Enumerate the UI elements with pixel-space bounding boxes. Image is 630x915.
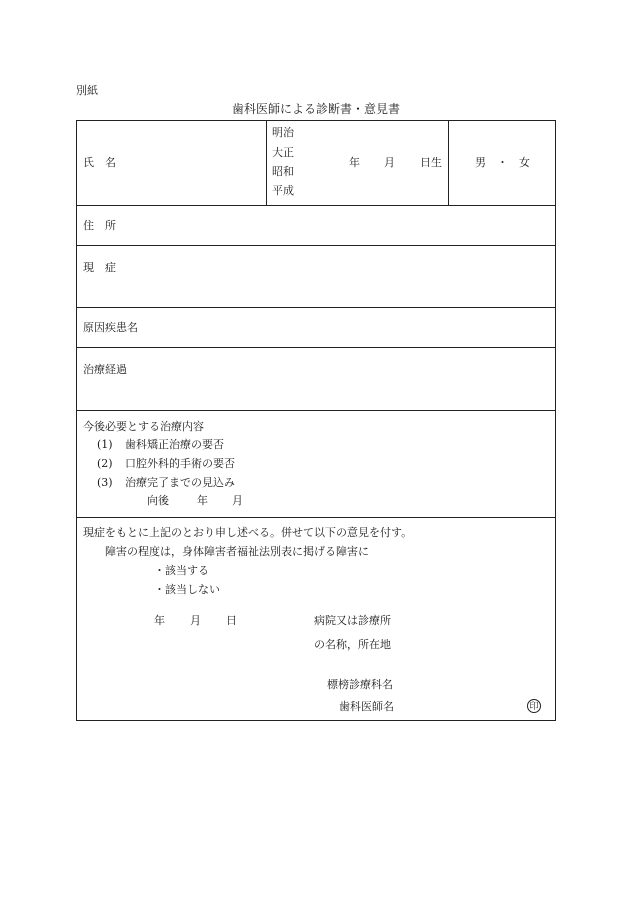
row-divider — [77, 307, 555, 308]
treatment-history-label: 治療経過 — [83, 363, 127, 376]
hospital-label: 病院又は診療所 — [314, 614, 391, 627]
row-divider — [77, 517, 555, 518]
row-divider — [77, 245, 555, 246]
sex-options: 男 ・ 女 — [475, 156, 530, 169]
item-number: (3) — [97, 476, 113, 489]
date-year-label: 年 — [154, 614, 165, 627]
disability-question: 障害の程度は，身体障害者福祉法別表に掲げる障害に — [105, 545, 369, 558]
era-heisei: 平成 — [272, 184, 294, 197]
name-label: 氏 名 — [83, 156, 116, 169]
date-day-label: 日 — [226, 614, 237, 627]
era-taisho: 大正 — [272, 146, 294, 159]
symptoms-label: 現 症 — [83, 261, 116, 274]
outlook-month-label: 月 — [232, 494, 243, 507]
item-orthodontic: 歯科矯正治療の要否 — [125, 438, 224, 451]
row-divider — [77, 410, 555, 411]
era-meiji: 明治 — [272, 126, 294, 139]
form-title: 歯科医師による診断書・意見書 — [231, 102, 400, 116]
diagnosis-form — [76, 120, 556, 721]
item-number: (2) — [97, 457, 113, 470]
birth-day-label: 日生 — [420, 156, 442, 169]
item-number: (1) — [97, 438, 113, 451]
seal-mark: 印 — [527, 699, 541, 713]
date-month-label: 月 — [190, 614, 201, 627]
row-divider — [77, 205, 555, 206]
outlook-prefix: 向後 — [147, 494, 169, 507]
option-not-applicable: ・該当しない — [154, 583, 220, 596]
opinion-statement: 現症をもとに上記のとおり申し述べる。併せて以下の意見を付す。 — [83, 526, 413, 539]
attachment-label: 別紙 — [76, 84, 98, 97]
dentist-name-label: 歯科医師名 — [339, 700, 394, 713]
item-completion-outlook: 治療完了までの見込み — [125, 476, 235, 489]
column-divider — [266, 121, 267, 205]
hospital-address-label: の名称，所在地 — [314, 638, 391, 651]
disease-name-label: 原因疾患名 — [83, 321, 138, 334]
item-oral-surgery: 口腔外科的手術の要否 — [125, 457, 235, 470]
era-showa: 昭和 — [272, 165, 294, 178]
birth-month-label: 月 — [384, 156, 395, 169]
birth-year-label: 年 — [349, 156, 360, 169]
future-treatment-heading: 今後必要とする治療内容 — [83, 420, 204, 433]
option-applicable: ・該当する — [154, 564, 209, 577]
row-divider — [77, 347, 555, 348]
department-label: 標榜診療科名 — [327, 678, 393, 691]
address-label: 住 所 — [83, 219, 116, 232]
outlook-year-label: 年 — [197, 494, 208, 507]
